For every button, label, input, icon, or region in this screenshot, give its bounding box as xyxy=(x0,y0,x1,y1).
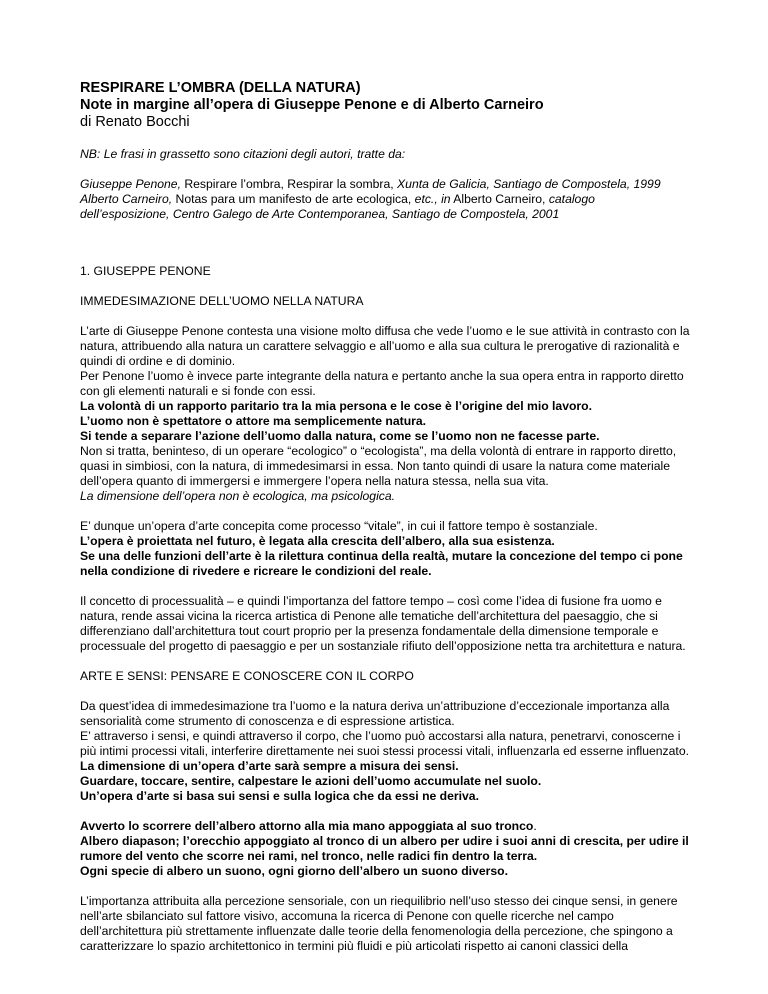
source-1-author: Giuseppe Penone, xyxy=(80,177,181,191)
nb-note: NB: Le frasi in grassetto sono citazioni degli autori, tratte da: xyxy=(80,147,406,161)
paragraph-3: Il concetto di processualità – e quindi l’importanza del fattore tempo – così come l’idea di fusione fra uomo e natura, rende assai vicina la ricerca artistica di Penone alle tematiche dell’architettura del paesaggio, che si differenziano dall’architettura tout court proprio per la presenza fondamentale della dimensione temporale e processuale del progetto di paesaggio e per un sostanziale rifiuto dell’opposizione netta tra architettura e natura. xyxy=(80,594,686,653)
source-2-etc: etc., in xyxy=(414,192,451,206)
source-1-publisher: Xunta de Galicia, Santiago de Compostela, 1999 xyxy=(397,177,661,191)
paragraph-2-text: E’ dunque un’opera d’arte concepita come processo “vitale”, in cui il fattore tempo è sostanziale. xyxy=(80,519,598,533)
quote-4: L’opera è proiettata nel futuro, è legata alla crescita dell’albero, alla sua esistenza. xyxy=(80,534,555,548)
source-2-title: Notas para um manifesto de arte ecologica, xyxy=(172,192,415,206)
paragraph-1-italic: La dimensione dell’opera non è ecologica, ma psicologica. xyxy=(80,489,396,503)
source-2 xyxy=(80,192,698,207)
subheading-arte-e-sensi: ARTE E SENSI: PENSARE E CONOSCERE CON IL CORPO xyxy=(80,669,414,683)
source-2-catalog-author: Alberto Carneiro, xyxy=(450,192,549,206)
section-heading-1: 1. GIUSEPPE PENONE xyxy=(80,264,211,278)
quote-6: La dimensione di un’opera d’arte sarà sempre a misura dei sensi. xyxy=(80,759,459,773)
source-2-catalog: catalogo xyxy=(548,192,595,206)
title-line-2: Note in margine all’opera di Giuseppe Penone e di Alberto Carneiro xyxy=(80,97,544,113)
paragraph-4-text-b: E’ attraverso i sensi, e quindi attraverso il corpo, che l’uomo può accostarsi alla natura, penetrarvi, conoscerne i più intimi processi vitali, interferire direttamente nei suoi stessi processi vitali, influenzarla ed esserne influenzato. xyxy=(80,729,689,758)
quote-11: Ogni specie di albero un suono, ogni giorno dell’albero un suono diverso. xyxy=(80,864,508,878)
quote-9: Avverto lo scorrere dell’albero attorno alla mia mano appoggiata al suo tronco xyxy=(80,819,534,833)
paragraph-1-text-b: Per Penone l’uomo è invece parte integrante della natura e pertanto anche la sua opera entra in rapporto diretto con gli elementi naturali e si fonde con essi. xyxy=(80,369,684,398)
paragraph-4-text-a: Da quest’idea di immedesimazione tra l’uomo e la natura deriva un’attribuzione d’eccezionale importanza alla sensorialità come strumento di conoscenza e di espressione artistica. xyxy=(80,699,670,728)
quote-5: Se una delle funzioni dell’arte è la rilettura continua della realtà, mutare la concezione del tempo ci pone nella condizione di rivedere e ricreare le condizioni del reale. xyxy=(80,549,683,578)
paragraph-1-text-c: Non si tratta, beninteso, di un operare “ecologico” o “ecologista”, ma della volontà di entrare in rapporto diretto, quasi in simbiosi, con la natura, di immedesimarsi in essa. Non tanto quindi di usare la natura come materiale dell’opera quanto di immergersi e immergere l’opera nella natura stessa, nella sua vita. xyxy=(80,444,677,488)
quote-9-period: . xyxy=(533,819,537,833)
source-2-author: Alberto Carneiro, xyxy=(80,192,173,206)
paragraph-5 xyxy=(80,819,698,879)
quote-1: La volontà di un rapporto paritario tra la mia persona e le cose è l’origine del mio lavoro. xyxy=(80,399,592,413)
paragraph-1 xyxy=(80,324,698,504)
sources-block xyxy=(80,177,698,222)
source-1 xyxy=(80,177,698,192)
quote-2: L’uomo non è spettatore o attore ma semplicemente natura. xyxy=(80,414,427,428)
paragraph-4 xyxy=(80,699,698,804)
quote-9-line xyxy=(80,819,698,834)
paragraph-1-text-a: L’arte di Giuseppe Penone contesta una visione molto diffusa che vede l’uomo e le sue attività in contrasto con la natura, attribuendo alla natura un carattere selvaggio e all’uomo e alla sua cultura le prerogative di razionalità e quindi di ordine e di dominio. xyxy=(80,324,690,368)
source-2-exhibition: dell’esposizione, Centro Galego de Arte Contemporanea, Santiago de Compostela, 2001 xyxy=(80,207,560,221)
paragraph-2 xyxy=(80,519,698,579)
quote-10: Albero diapason; l’orecchio appoggiato al tronco di un albero per udire i suoi anni di crescita, per udire il rumore del vento che scorre nei rami, nel tronco, nelle radici fin dentro la terra. xyxy=(80,834,689,863)
paragraph-6: L’importanza attribuita alla percezione sensoriale, con un riequilibrio nell’uso stesso dei cinque sensi, in genere nell’arte sbilanciato sul fattore visivo, accomuna la ricerca di Penone con quelle ricerche nel campo dell’architettura più strettamente influenzate dalle teorie della fenomenologia della percezione, che spingono a caratterizzare lo spazio architettonico in termini più fluidi e più articolati rispetto ai canoni classici della xyxy=(80,894,678,953)
title-line-1: RESPIRARE L’OMBRA (DELLA NATURA) xyxy=(80,80,361,96)
author-line: di Renato Bocchi xyxy=(80,114,190,130)
quote-3: Si tende a separare l’azione dell’uomo dalla natura, come se l’uomo non ne facesse parte. xyxy=(80,429,600,443)
source-1-title: Respirare l’ombra, Respirar la sombra, xyxy=(180,177,398,191)
quote-7: Guardare, toccare, sentire, calpestare le azioni dell’uomo accumulate nel suolo. xyxy=(80,774,542,788)
subheading-immedesimazione: IMMEDESIMAZIONE DELL’UOMO NELLA NATURA xyxy=(80,294,364,308)
quote-8: Un’opera d’arte si basa sui sensi e sulla logica che da essi ne deriva. xyxy=(80,789,479,803)
